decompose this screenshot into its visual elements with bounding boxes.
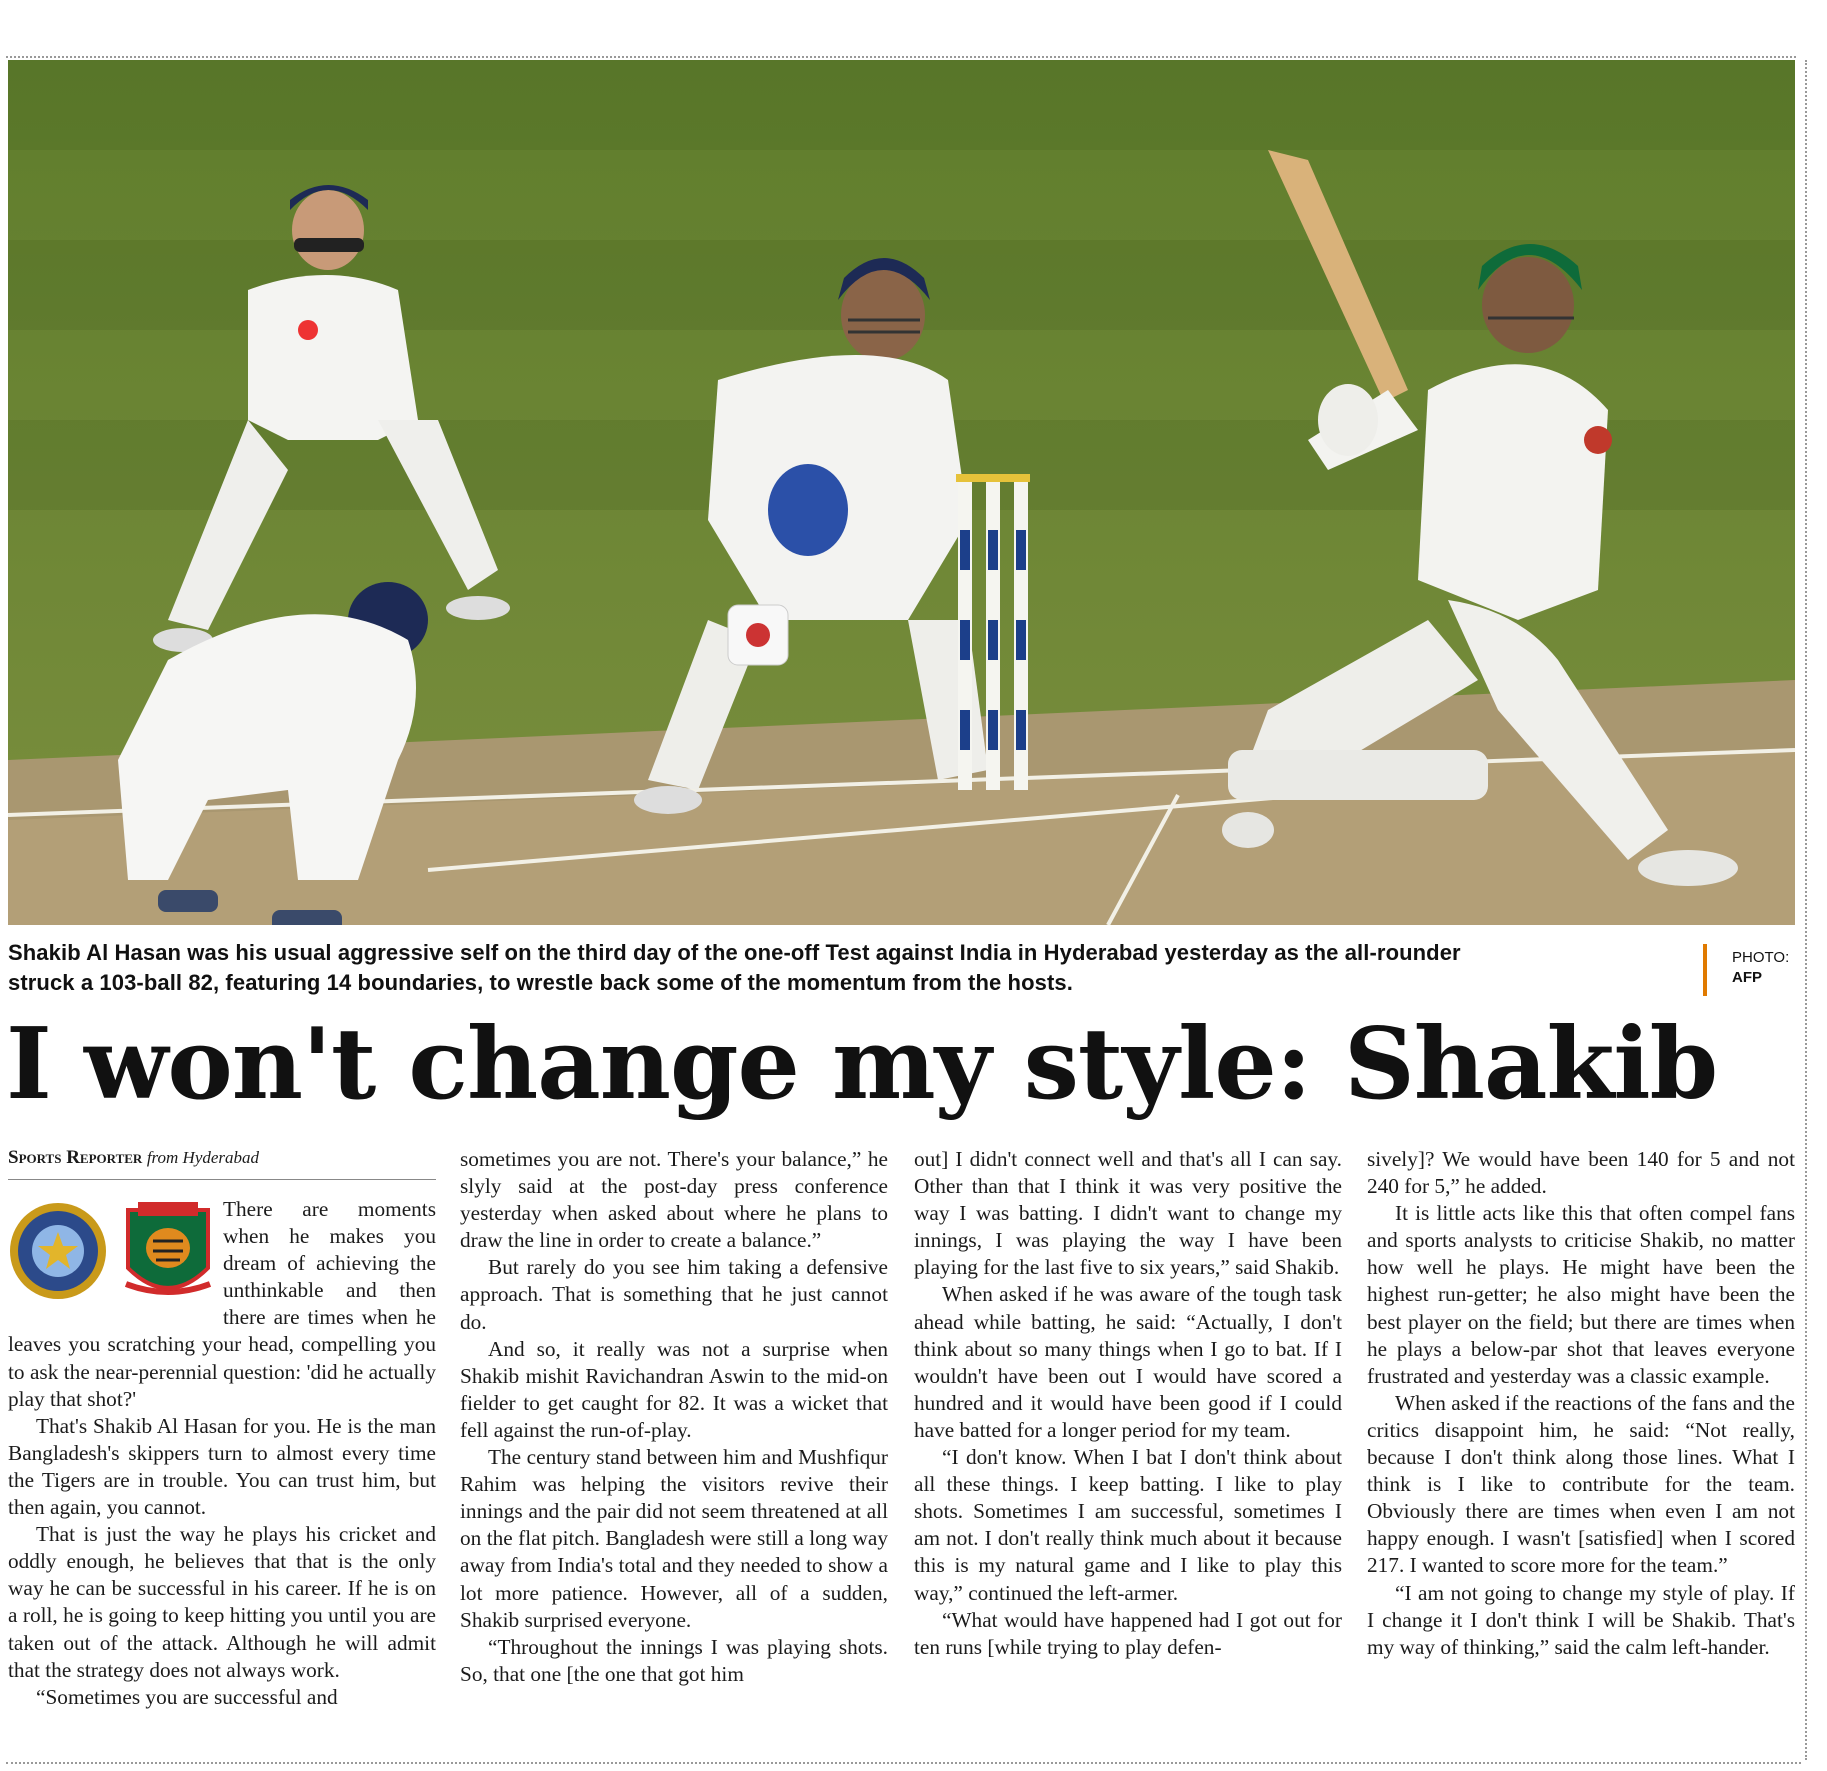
article-paragraph: sively]? We would have been 140 for 5 and not 240 for 5,” he added.: [1367, 1147, 1795, 1199]
article-paragraph: “Throughout the innings I was playing shots. So, that one [the one that got him: [460, 1634, 888, 1686]
cricket-scene-illustration: [8, 60, 1795, 925]
bcci-logo-icon: [10, 1203, 106, 1299]
photo-credit-label: PHOTO:: [1732, 949, 1790, 966]
top-dotted-rule: [6, 56, 1796, 58]
byline-divider: [8, 1179, 436, 1180]
article-paragraph: But rarely do you see him taking a defensive approach. That is something that he just cannot do.: [460, 1255, 888, 1334]
right-dotted-rule: [1805, 60, 1807, 1760]
bottom-dotted-rule: [6, 1762, 1801, 1764]
article-column-3: [914, 1146, 1342, 1746]
article-paragraph: That's Shakib Al Hasan for you. He is the man Bangladesh's skippers turn to almost every time the Tigers are in trouble. You can trust him, but then again, you cannot.: [8, 1413, 436, 1520]
photo-caption: Shakib Al Hasan was his usual aggressive self on the third day of the one-off Test against India in Hyderabad yesterday as the all-rounder struck a 103-ball 82, featuring 14 boundaries, to wrestle back some of the momentum from the hosts.: [8, 940, 1461, 995]
article-paragraph: When asked if the reactions of the fans and the critics disappoint him, he said: “Not really, because I don't think along those lines. What I think is I like to contribute for the team. Obviously there are times when even I am not happy enough. I wasn't [satisfied] when I scored 217. I wanted to score more for the team.”: [1367, 1390, 1795, 1578]
article-paragraph: “What would have happened had I got out for ten runs [while trying to play defen-: [914, 1607, 1342, 1659]
photo-credit-source: AFP: [1732, 969, 1762, 986]
headline: I won't change my style: Shakib: [6, 1007, 1718, 1122]
stumps: [956, 474, 1030, 790]
article-paragraph: “I don't know. When I bat I don't think about all these things. I keep batting. I like to play shots. Sometimes I am successful, sometimes I am not. I don't really think much about it because this is my natural game and I like to play this way,” continued the left-armer.: [914, 1445, 1342, 1605]
article-column-4: [1367, 1146, 1795, 1746]
credit-accent-bar: [1703, 944, 1707, 996]
match-photo: [8, 60, 1795, 925]
article-paragraph: “I am not going to change my style of play. If I change it I don't think I will be Shakib. That's my way of thinking,” said the calm left-hander.: [1367, 1580, 1795, 1659]
article-paragraph: sometimes you are not. There's your balance,” he slyly said at the post-day press conference yesterday when asked about where he plans to draw the line in order to create a balance.”: [460, 1147, 888, 1253]
article-paragraph: When asked if he was aware of the tough task ahead while batting, he said: “Actually, I don't think about so many things when I go to bat. If I wouldn't have been out I would have scored a hundred and it would have been good if I could have batted for a longer period for my team.: [914, 1282, 1342, 1442]
board-logos: [8, 1196, 215, 1316]
article-paragraph: That is just the way he plays his cricket and oddly enough, he believes that that is the only way he can be successful in his career. If he is on a roll, he is going to keep hitting you until you are taken out of the attack. Although he will admit that the strategy does not always work.: [8, 1522, 436, 1682]
bcb-logo-icon: [126, 1202, 210, 1292]
article-paragraph: It is little acts like this that often compel fans and sports analysts to criticise Shakib, no matter how well he plays. He might have been the highest run-getter; he also might have been the best player on the field; but there are times when he plays a below-par shot that leaves everyone frustrated and yesterday was a classic example.: [1367, 1201, 1795, 1388]
byline-location: from Hyderabad: [146, 1148, 260, 1167]
article-paragraph: The century stand between him and Mushfiqur Rahim was helping the visitors revive their innings and the pair did not seem threatened at all on the flat pitch. Bangladesh were still a long way away from India's total and they needed to show a lot more patience. However, all of a sudden, Shakib surprised everyone.: [460, 1445, 888, 1632]
article-paragraph: “Sometimes you are successful and: [36, 1684, 338, 1709]
article-column-2: [460, 1146, 888, 1746]
article-paragraph: out] I didn't connect well and that's all I can say. Other than that I think it was very positive the way I was batting. I didn't want to change my innings, I was playing the way I have been playing for the last five to six years,” said Shakib.: [914, 1147, 1342, 1280]
byline-reporter: Sports Reporter: [8, 1147, 143, 1168]
article-paragraph: There are moments when he makes you dream of achieving the unthinkable and then there are times when he leaves you scratching your head, compelling you to ask the near-perennial question: 'did he actually play that shot?': [8, 1197, 436, 1411]
photo-credit: [1732, 948, 1802, 988]
article-column-1: [8, 1146, 436, 1746]
byline: [8, 1146, 436, 1169]
article-paragraph: And so, it really was not a surprise when Shakib mishit Ravichandran Aswin to the mid-on fielder to get caught for 82. It was a wicket that fell against the run-of-play.: [460, 1336, 888, 1442]
